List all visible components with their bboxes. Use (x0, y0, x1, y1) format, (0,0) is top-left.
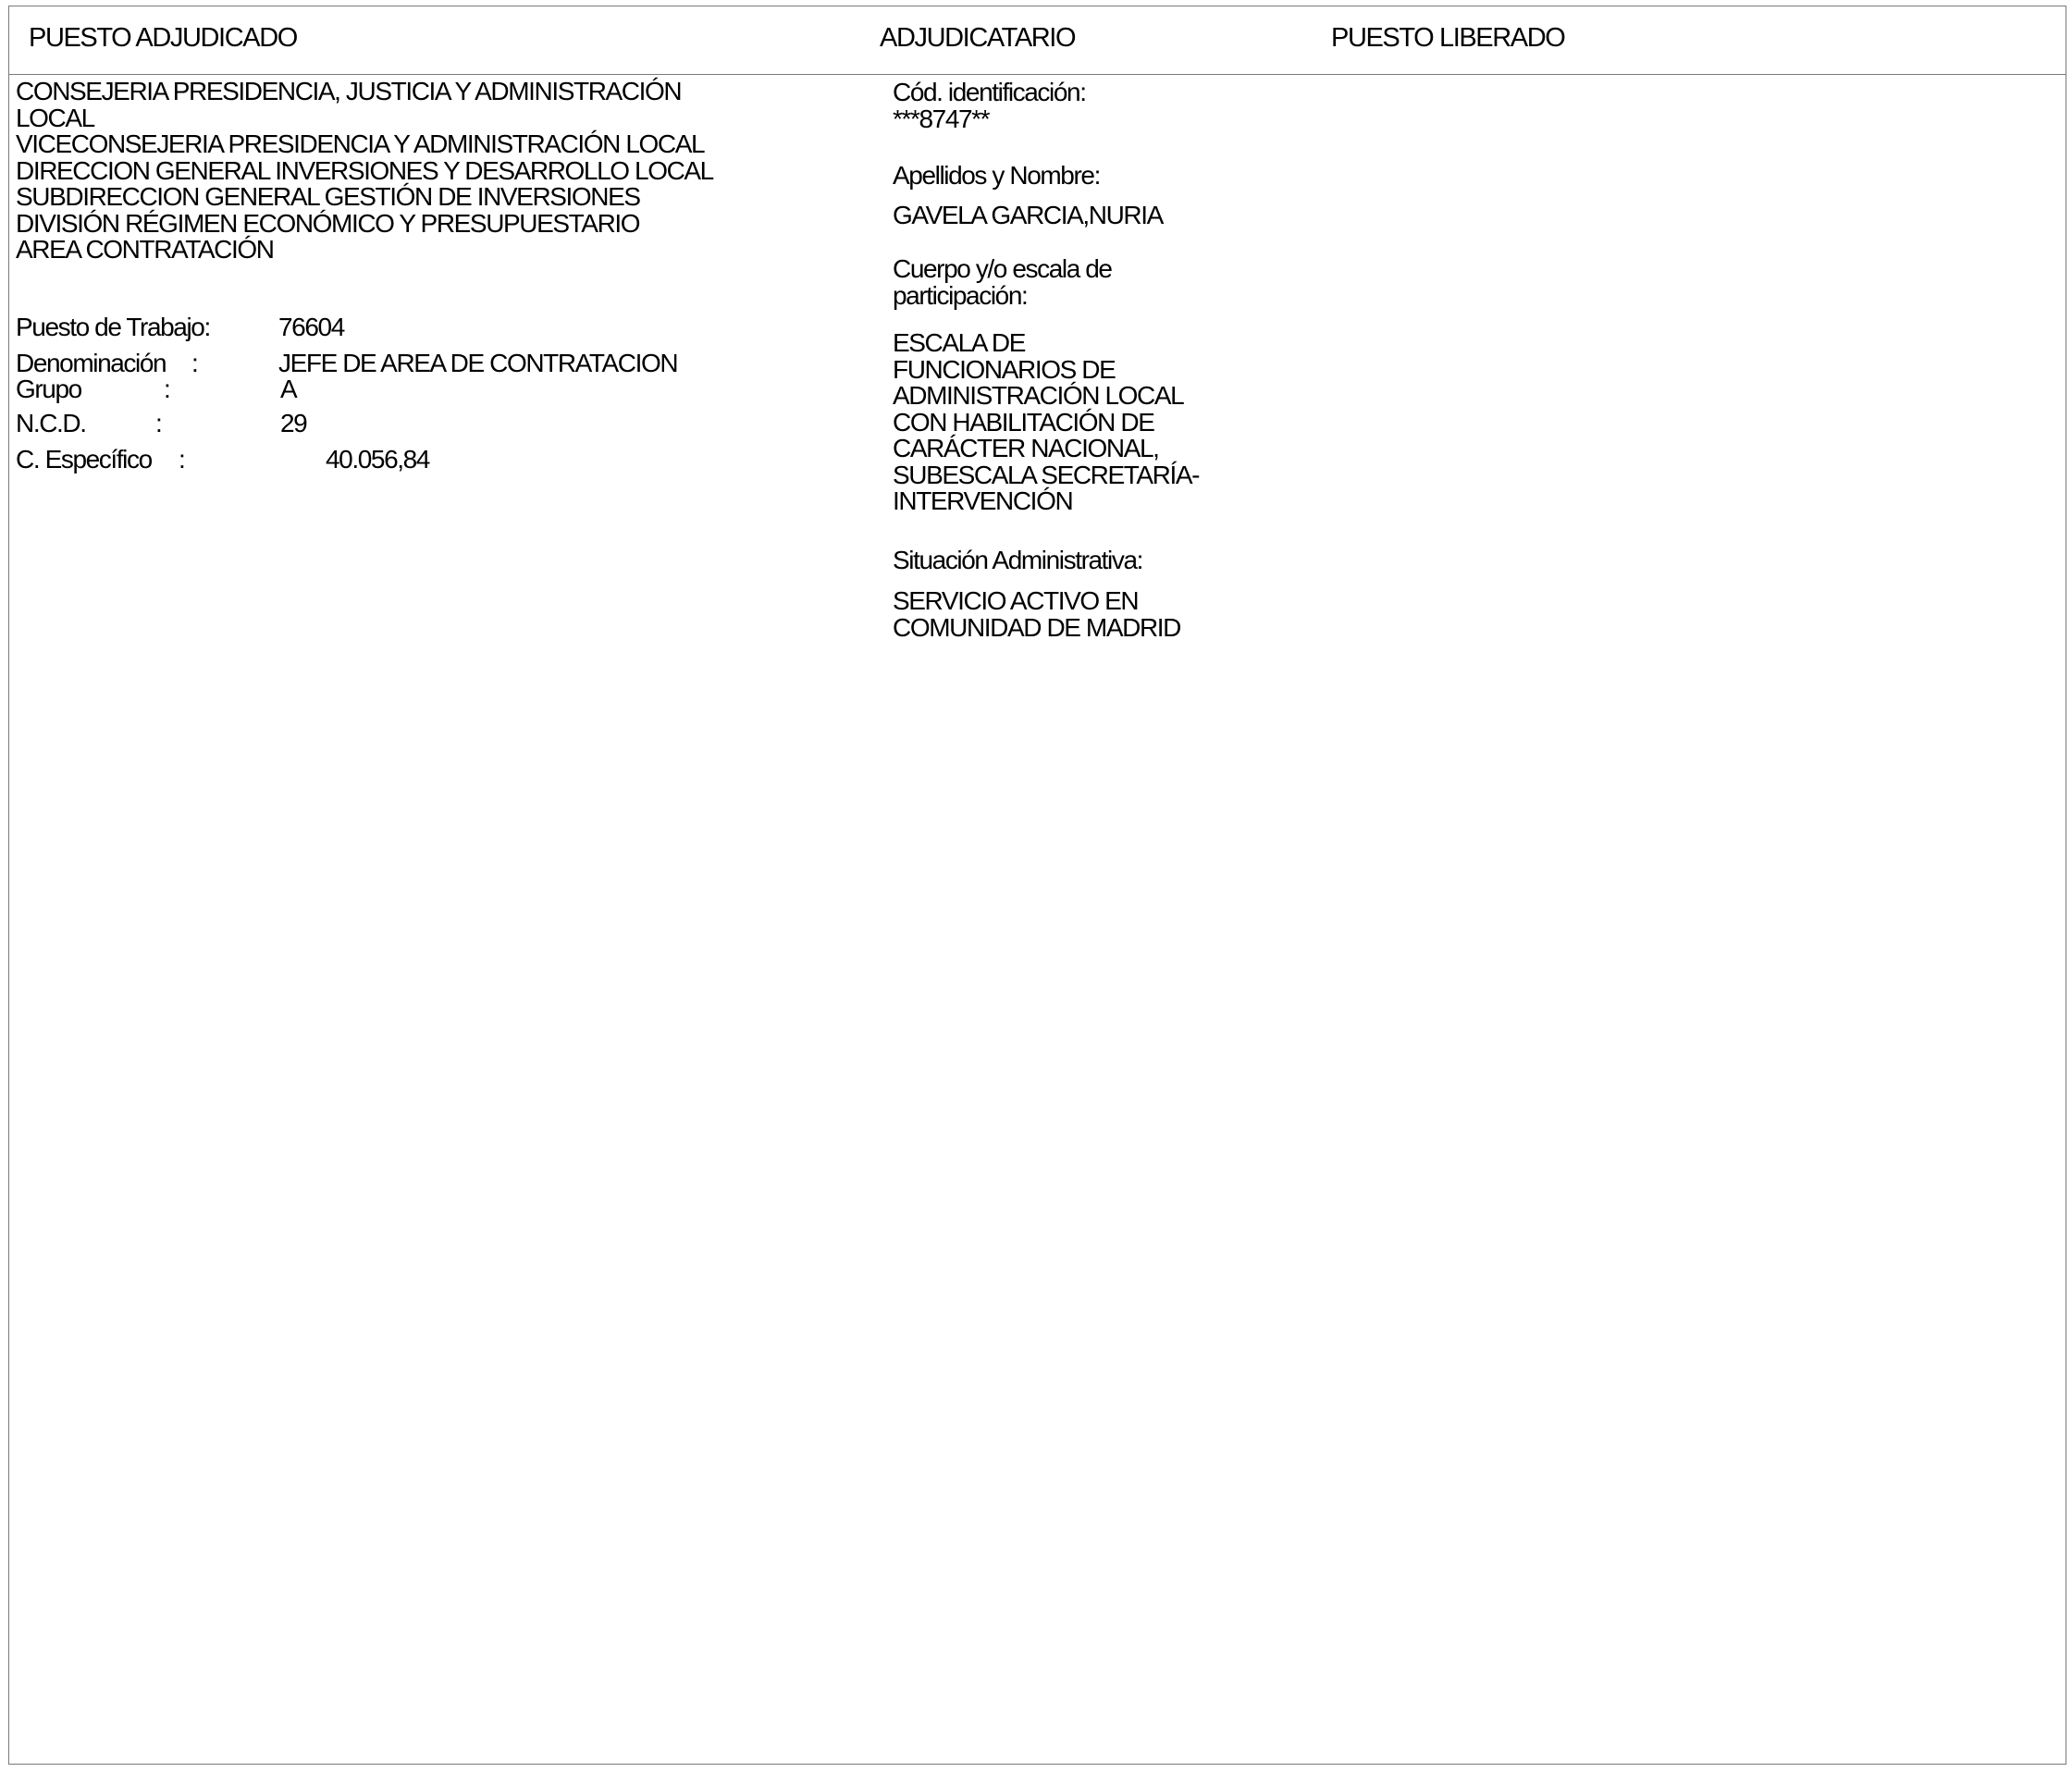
header-adjudicatario: ADJUDICATARIO (880, 23, 1076, 53)
org-line: DIRECCION GENERAL INVERSIONES Y DESARROLLO LOCAL (16, 155, 713, 185)
cod-identificacion-value: ***8747** (893, 104, 990, 133)
situacion-value (893, 588, 1180, 641)
situacion-value-line: COMUNIDAD DE MADRID (893, 612, 1180, 642)
situacion-label: Situación Administrativa: (893, 546, 1143, 574)
ncd-label: N.C.D. (16, 409, 86, 437)
org-line: LOCAL (16, 103, 94, 132)
cuerpo-value-line: CON HABILITACIÓN DE (893, 407, 1154, 437)
ncd-colon: : (155, 409, 162, 437)
cuerpo-value (893, 330, 1199, 515)
cuerpo-value-line: INTERVENCIÓN (893, 486, 1073, 515)
org-line: CONSEJERIA PRESIDENCIA, JUSTICIA Y ADMINISTRACIÓN (16, 77, 682, 105)
org-line: VICECONSEJERIA PRESIDENCIA Y ADMINISTRACIÓN LOCAL (16, 129, 705, 158)
cod-identificacion-block (893, 80, 1086, 132)
cuerpo-label (893, 256, 1112, 309)
denominacion-colon: : (191, 349, 198, 377)
c-especifico-label: C. Específico (16, 445, 152, 474)
org-line: AREA CONTRATACIÓN (16, 235, 274, 264)
header-puesto-adjudicado: PUESTO ADJUDICADO (29, 23, 297, 53)
cuerpo-value-line: ESCALA DE (893, 328, 1026, 357)
grupo-value: A (280, 375, 297, 403)
cuerpo-value-line: CARÁCTER NACIONAL, (893, 434, 1159, 462)
grupo-colon: : (164, 375, 170, 403)
denominacion-label: Denominación (16, 349, 166, 377)
c-especifico-value: 40.056,84 (326, 445, 429, 474)
puesto-trabajo-label: Puesto de Trabajo: (16, 313, 210, 341)
c-especifico-colon: : (179, 445, 185, 474)
situacion-value-line: SERVICIO ACTIVO EN (893, 586, 1139, 615)
grupo-label: Grupo (16, 375, 81, 403)
cuerpo-value-line: FUNCIONARIOS DE (893, 354, 1116, 384)
cuerpo-label-line: Cuerpo y/o escala de (893, 254, 1112, 283)
nombre-label: Apellidos y Nombre: (893, 161, 1100, 190)
header-divider (8, 74, 2066, 75)
cuerpo-value-line: ADMINISTRACIÓN LOCAL (893, 381, 1184, 410)
nombre-value: GAVELA GARCIA,NURIA (893, 201, 1163, 229)
denominacion-value: JEFE DE AREA DE CONTRATACION (278, 349, 678, 377)
header-puesto-liberado: PUESTO LIBERADO (1331, 23, 1565, 53)
cod-identificacion-label: Cód. identificación: (893, 78, 1086, 106)
ncd-value: 29 (280, 409, 307, 437)
cuerpo-value-line: SUBESCALA SECRETARÍA- (893, 460, 1200, 489)
cuerpo-label-line: participación: (893, 280, 1028, 310)
organization-block (16, 79, 713, 264)
org-line: SUBDIRECCION GENERAL GESTIÓN DE INVERSIONES (16, 182, 640, 211)
org-line: DIVISIÓN RÉGIMEN ECONÓMICO Y PRESUPUESTARIO (16, 208, 640, 238)
puesto-trabajo-value: 76604 (278, 313, 344, 341)
